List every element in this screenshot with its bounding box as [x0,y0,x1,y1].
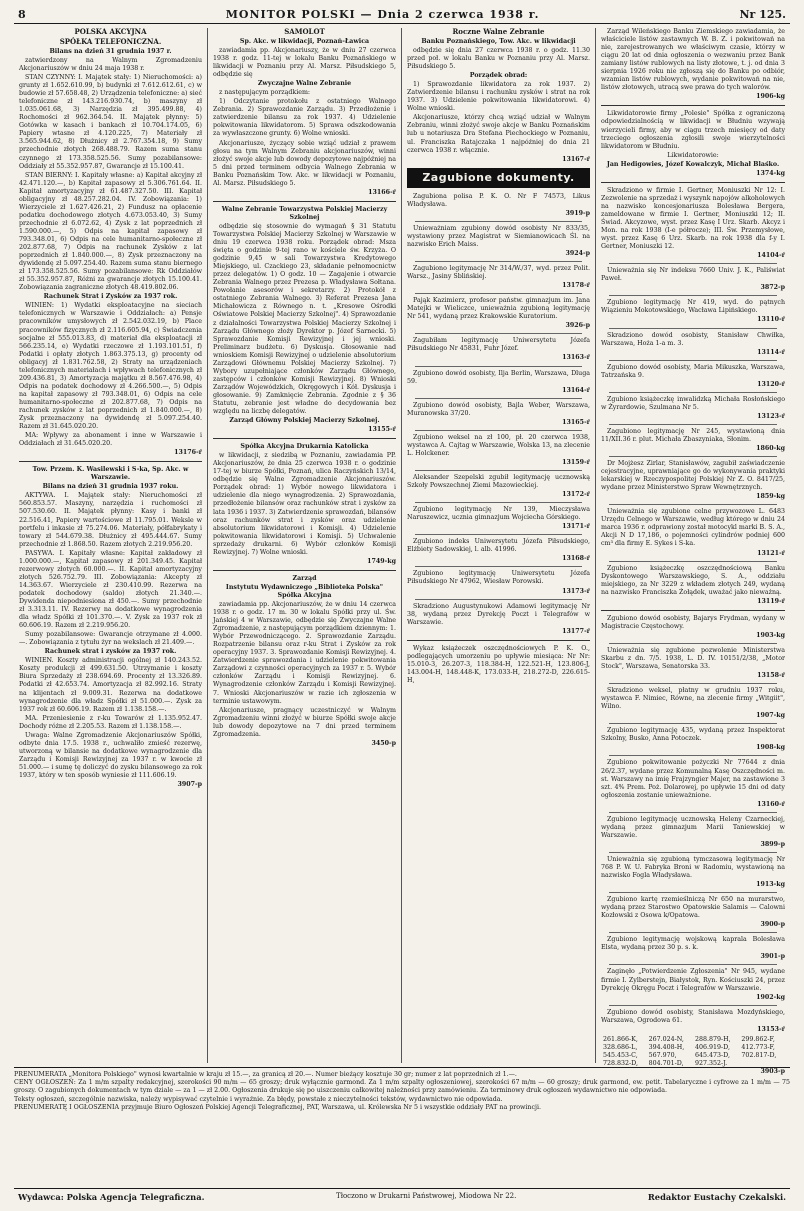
pasywa: PASYWA. I. Kapitały własne: Kapitał zakładowy zł 1.000.000.—, Kapitał zapasowy zł 201.349.45. Kapitał rezerwowy złotych 60.000.—. II. Kapitał amortyzacyjny złotych 526.752.79. III. Zobowiązania: Akcepty zł 14.363.67. Wierzyciele zł 230.410.99. Rezerwa na podatek dochodowy (saldo) złotych 21.340.—. Dywidenda niepodniesiona zł 450.—. Sumy przechodnie zł 3.313.11. IV. Rezerwy na dodatkowe wynagrodzenia dla władz Spółki zł 101.370.—. V. Zysk za 1937 rok zł 60.606.19. Razem zł 2.219.956.20. [19,549,202,630]
divider [609,892,777,893]
page-header [14,6,790,24]
section-banner: Zagubione dokumenty. [407,168,590,188]
stan-czynny: STAN CZYNNY: I. Majątek stały: 1) Nieruchomości: a) grunty zł 1.652.610.99, b) budynki zł 7.612.612.61, c) w budowie zł 57.658.48, 2) Urządzenia telefoniczne: a) sieć telefoniczne zł 143.216.930.74, b) maszyny zł 1.035.061.68, 3) Narzędzia zł 395.499.88, 4) Rochomości zł 962.364.54. II. Majątek płynny: 5) Gotówka w kasach i bankach zł 10.704.174.05, 6) Papiery wtasne zł 4.120.225, 7) Materiały zł 3.565.944.62, 8) Dłużnicy zł 2.767.354.18, 9) Sumy przechodnie złotych 268.488.79. Razem suma stanu czynnego zł 173.358.525.56. Sumy pozabilansowe: Oddziały zł 55.352.957.87, Gwarancje zł 15.100.41. [19,74,202,170]
divider [415,470,582,471]
bilans-title: Bilans na dzień 31 grudnia 1937 r. [49,47,172,55]
notice: Skradziono dowód osobisty, Stanisław Chwiłka, Warszawa, Hoża 1-a m. 3. [601,331,785,347]
ref-number: 13178-ŕ [562,282,590,290]
notice: Likwidatorowie firmy „Polesie" Spółka z ograniczoną odpowiedzialnością w likwidacji w Błudniu wzywają wierzycieli firmy, aby w ciągu trzech miesięcy od daty trzeciego ogłoszenia zgłosili swoje wierzytelności likwidatorom w Błudniu. [601,110,785,150]
stan-bierny: STAN BIERNY: I. Kapitały własne: a) Kapitał akcyjny zł 42.471.120.—, b) Kapitał zapasowy zł 5.306.761.64. II. Kapitał amortyzacyjny zł 61.487.327.50. III. Kapitał obligacyjny zł 48.257.282.04. IV. Zobowiązania: 1) Wierzyciele zł 1.627.426.21, 2) Fundusz na opłacenie podatku dochodowego złotych 4.673.053.40, 3) Sumy przechodnie zł 6.072.62, 4) Zysk z lat poprzednich zł 1.590.000.—, 5) Odpis na kapitał zapasowy zł 793.348.01, 6) Odpis na cele humanitarno-społeczne zł 202.877.68, 7) Odpis na rachunek Zysków z lat poprzednich zł 1.840.000.—, 8) Zysk przeznaczony na dywidendę zł 5.097.254.40. Razem suma stanu biernego zł 173.358.525.56. Sumy pozabilansowe: Rk Oddziałów zł 55.352.957.87, Różni za gwarancje złotych 15.100.41. Zobowiązania zagraniczne złotych 48.419.802.06. [19,171,202,292]
ref-number: 13110-ŕ [757,316,785,324]
table-cell: 299.862-F, [741,1035,775,1043]
ceny-ogloszen: CENY OGŁOSZEŃ: Za 1 m/m szpalty redakcyjnej, szerokości 90 m/m — 65 groszy; druk wyłącznie garmond. Za 1 m/m szpalty ogłoszeniowej, szerokości 67 m/m — 60 groszy; druk garmond, ew. petit. Tabelaryczne i cyfrowe za 1 m/m — 75 groszy. O zagubionych dokumentach w tym dziale — za 1 — zł 2.00. Ogłoszenia drukuje się po uiszczeniu całkowitej należności przy zamówieniu. Za terminowy druk ogłoszeń wydawnictwo nie odpowiada. [14,1079,790,1095]
ref-number: 1903-kg [756,631,785,639]
tow-signature: Zarząd Główny Polskiej Macierzy Szkolnej. [229,417,380,425]
notice: Zgubiono pokwitowanie pożyczki Nr 77644 z dnia 26/2.37, wydane przez Komunalną Kasę Oszczędności m. st. Warszawy na imię Frajzyngier Majer, na zastawione 3 szt. 4% Prem. Poż. Dolarowej, po upływie 15 dni od daty ogłoszenia zostanie unieważnione. [601,759,785,799]
likwidatorowie-label: Likwidatorowie: [667,151,719,159]
divider [415,293,582,294]
notice: Zgubiono legitymację wojskową kaprala Bolesława Elsta, wydaną przez 30 p. s. k. [601,936,785,952]
ref-number: 3919-p [565,209,590,217]
table-cell: 261.866-K, [603,1035,638,1043]
divider [609,1005,777,1006]
divider [601,182,785,183]
samolot-text: zawiadamia pp. Akcjonariuszy, że w dniu 27 czerwca 1938 r. godz. 11-tej w lokalu Banku Poznańskiego w likwidacji w Poznaniu przy Al. Marsz. Piłsudskiego 5, odbędzie się [213,47,396,79]
column-4 [596,28,790,1075]
ref-number: 3903-p [760,1067,785,1075]
notice: Zgubiono indeks Uniwersytetu Józefa Piłsudskiego, Elżbiety Sadowskiej, l. alb. 41996. [407,538,590,554]
notice: Unieważnia się Nr indeksu 7660 Univ. J. K., Paliświat Paweł. [601,267,785,283]
ref-number: 3924-p [565,250,590,258]
notice: Zgubiono legitymację ucznowską Heleny Czarneckiej, wydaną przez gimnazjum Marii Taniewskiej w Warszawie. [601,815,785,839]
ref-number: 1749-kg [367,557,396,565]
ref-number: 3900-p [760,921,785,929]
spolka-title: Spółka Akcyjna Drukarnia Katolicka [240,443,369,451]
notice: Zgubiono książeczkę oszczędnościową Banku Dyskontowego Warszawskiego, S. A., oddziału miejskiego, za Nr 3229 z wkładem złotych 249, wydaną na nazwisko Franciszka Żołądek, uważać jako nieważną. [601,564,785,596]
notice: Unieważnia się zgubione celne przywozowe L. 6483 Urzędu Celnego w Warszawie, według którego w dniu 24 marca 1936 r. odprawiony został motocykl marki B. S. A., Akcji N D 17,186, o pojemności cylindrów podniej 600 cm³ dla firmy E. Sykes i S-ka. [601,508,785,548]
divider [609,561,777,562]
company-title: POLSKA AKCYJNA [74,27,147,36]
divider [609,456,777,457]
divider [601,105,785,106]
pozabilansowe: Sumy pozabilansowe: Gwarancje otrzymane zł 4.000.—. Zobowiązania z tytułu żyr na wekslach zł 21.409.—. [19,631,202,647]
divider [213,201,396,202]
prenumerata: PRENUMERATA „Monitora Polskiego" wynosi kwartalnie w kraju zł 15.—, za granicą zł 20.—. Numer bieżący kosztuje 30 gr; numer z lat poprzednich zł 1.—. [14,1071,517,1078]
notice: Zgubiono legitymację 435, wydaną przez Inspektorat Szkolny, Busko, Anna Potoczek. [601,727,785,743]
straty-title: Rachunek Strat i Zysków za 1937 rok. [43,293,178,301]
likwidatorowie-names: Jan Hedigowies, Józef Kowalczyk, Michał Blaśko. [606,160,780,168]
ref-number: 13114-ŕ [757,348,785,356]
notice: Zgubiono weksel na zł 100, pł. 20 czerwca 1938, wystawca A. Cajtag w Warszawie, Wolska 13, na zlecenie L. Holckener. [407,433,590,457]
winien-b: WINIEN. Koszty administracji ogólnej zł 140.243.52. Koszty produkcji zł 499.631.50. Utrzymanie i koszty Biura Sprzedaży zł 238.694.69. Procenty zł 13.326.89. Podatki zł 42.653.74. Amortyzacja zł 82.992.16. Straty na klijentach zł 9.009.31. Rezerwa na dodatkowe wynagrodzenie dla władz Spółki zł 51.000.—. Zysk za 1937 rok zł 60.606.19. Razem zł 1.138.158.—. [19,657,202,713]
porzadek: Porządek obrad: [469,72,528,80]
notice: Zagubiona polisa P. K. O. Nr F 74573, Likus Władysława. [407,192,590,208]
ref-number: 3872-p [760,284,785,292]
straty-b-title: Rachunek strat i zysków za 1937 rok. [44,648,177,656]
notice: Zagubiono legitymację Nr 245, wystawioną dnia 11/XII.36 r. plut. Michała Zbaszyniaka, Słonim. [601,427,785,443]
roczne-subtitle: Banku Poznańskiego, Tow. Akc. w likwidacji [421,37,576,45]
table-cell: 645.473-D, [694,1051,730,1059]
notice: Pająk Kazimierz, profesor państw. gimnazjum im. Jana Matejki w Wieliczce, unieważnia zgubioną legitymację Nr 541, wydaną przez Krakowskie Kuratorium. [407,297,590,321]
notice: Skradziono weksel, płatny w grudniu 1937 roku, wystawca F. Nimiec, Równe, na zlecenie firmy „Witgiit", Wilno. [601,687,785,711]
notice: Zgubiono dowód osobisty, Maria Mikuszka, Warszawa, Tatrzańska 9. [601,363,785,379]
notice: Unieważnia się zgubione pozwolenie Ministerstwa Skarbu z dn. 7/5. 1938, L. D. IV. 10151/2/38, „Motor Stock", Warszawa, Senatorska 33. [601,646,785,671]
table-cell: 927.352-J. [694,1059,728,1067]
table-cell: 567.970, [648,1051,677,1059]
divider [609,263,777,264]
table-cell: 702.817-D, [741,1051,777,1059]
divider [609,964,777,965]
divider [415,566,582,567]
notice: Zaginęło „Potwierdzenie Zgłoszenia" Nr 945, wydane firmie I. Zylberstejn, Białystok, Ryn. Kościuszki 24, przez Dyrekcję Okręgu Poczt i Telegrafów w Warszawie. [601,968,785,992]
divider [609,852,777,853]
ref-number: 3899-p [760,840,785,848]
ref-number: 13165-ŕ [562,418,590,426]
spolka-text: w likwidacji, z siedzibą w Poznaniu, zawiadamia PP. Akcjonariuszów, że dnia 25 czerwca 1938 r. o godzinie 17-tej w biurze Spółki, Poznań, ulica Raczyńskich 13/14, odbędzie się Walne Zgromadzenie Akcjonariuszów. Porządek obrad: 1) Wybór nowego likwidatora i udzielenie dla niego wynagrodzenia. 2) Sprawozdania, przedłożenie bilansów oraz rachunków strat i zysków za lata 1936 i 1937. 3) Zatwierdzenie sprawozdań, bilansów oraz rachunków strat i zysków oraz udzielenie absolutorium likwidatorowi i Komisji. 4) Udzielenie pokwitowania likwidatorowi i Komisji. 5) Uchwalenie sprzedaży drukarni. 6) Wybór członków Komisji Rewizyjnej. 7) Wolne wnioski. [213,452,396,556]
uwaga: Uwaga: Walne Zgromadzenie Akcjonariuszów Spółki, odbyte dnia 17.5. 1938 r., uchwaliło zmieść rezerwę, utworzoną w bilansie na dodatkowe wynagrodzenie dla Zarządu i Komisji Rewizyjnej za 1937 r. w kwocie zł 51.000.— i sumę tę doliczyć do zysku bilansowego za rok 1937, który w ten sposób wyniesie zł 111.606.19. [19,731,202,779]
akcjonariusze: Akcjonariusze, którzy chcą wziąć udział w Walnym Zebraniu, winni złożyć swoje akcje w Banku Poznańskim lub u notariusza Dra Stefana Piechockiego w Poznaniu, ul. Franciszka Ratajczaka 1 najpóźniej do dnia 21 czerwca 1938 r. włącznie. [407,114,590,154]
ref-number: 13164-ŕ [562,386,590,394]
divider [609,360,777,361]
company-subtitle: SPÓŁKA TELEFONICZNA. [59,36,162,46]
table-cell: 804.701-D, [648,1059,684,1067]
divider [609,932,777,933]
divider [415,261,582,262]
divider [415,430,582,431]
ref-number: 13159-ŕ [562,458,590,466]
tow-text: odbędzie się stosownie do wymagań § 31 Statutu Towarzystwa Polskiej Macierzy Szkolnej w Warszawie w dniu 19 czerwca 1938 roku. Porządek obrad: Msza święta o godzinie 9-tej rano w kościele św. Krzyża. O godzinie 9,45 w sali Towarzystwa Kredytowego Miejskiego, ul. Czackiego 23, składanie pełnomocnictw przez delegatów. 1) O godz. 10 — Zagajenie i otwarcie Zebrania Walnego przez Prezesa p. Władysława Sołtana. Powołanie asesorów i sekretarzy. 2) Protokół z ostatniego Zebrania Walnego. 3) Referat Prezesa Jana Michałowicza z Równego n. t. „Kresowe Ośrodki Oświatowe Polskiej Macierzy Szkolnej". 4) Sprawozdanie z działalności Towarzystwa Polskiej Macierzy Szkolnej i Zarządu Głównego złoży Dyrektor p. Józef Sarnecki. 5) Sprawozdanie Komisji Rewizyjnej i jej wnioski. Preliminarz budżetu. 6) Dyskusja. Głosowanie nad wnioskiem Komisji Rewizyjnej o udzielenie absolutorium Zarządowi Głównemu Polskiej Macierzy Szkolnej. 7) Wybory uzupełniające członków Zarządu Głównego, zastępców i członków Komisji Rewizyjnej. 8) Wnioski Zarządów Wojewódzkich, Okręgowych i Kół. Dyskusja i głosowanie. 9) Zamknięcie Zebrania. Zgodnie z § 36 Statutu, zebranie jest władne do decydowania bez względu na liczbę delegatów. [213,222,396,416]
ma-b: MA. Przeniesienie z r-ku Towarów zł 1.135.952.47. Dochody różne zł 2.205.53. Razem zł 1.138.158.—. [19,714,202,730]
ref-number: 3926-p [565,322,590,330]
ref-number: 1859-kg [756,493,785,501]
divider [415,398,582,399]
ref-number: 13166-ŕ [368,188,396,196]
inst-text: zawiadamia pp. Akcjonariuszów, że w dniu 14 czerwca 1938 r. o godz. 17 m. 30 w lokalu Spółki przy ul. Św. Jańskiej 4 w Warszawie, odbędzie się Zwyczajne Walne Zgromadzenie, z następującym porządkiem dziennym: 1. Wybór Przewodniczącego. 2. Sprawozdanie Zarządu. Rozpatrzenie bilansu oraz r-ku Strat i Zysków za rok operacyjny 1937. 3. Sprawozdanie Komisji Rewizyjnej. 4. Zatwierdzenie sprawozdania i udzielenie pokwitowania Zarządowi z czynności operacyjnych za 1937 r. 5. Wybór członków Zarządu i Komisji Rewizyjnej. 6. Wynagrodzenie członków Zarządu i Komisji Rewizyjnej. 7. Wnioski Akcjonariuszów w razie ich zgłoszenia w terminie ustawowym. [213,601,396,705]
table-cell: 394.408-H, [648,1043,685,1051]
ref-number: 13172-ŕ [562,491,590,499]
company-b-title: Tow. Przem. K. Wasilewski i S-ka, Sp. Akc. w Warszawie. [32,466,189,482]
tow-title: Walne Zebranie Towarzystwa Polskiej Macierzy Szkolnej [221,205,388,221]
imprint-bar [14,1188,790,1202]
aktywa: AKTYWA. I. Majątek stały: Nieruchomości zł 560.853.57. Maszyny, narzędzia i ruchomości zł 507.530.60. II. Majątek płynny: Kasy i banki zł 22.516.41, Papiery wartościowe zł 11.795.01. Weksle w portfelu i inkasie zł 75.274.06. Materiały, półfabrykaty i towary zł 544.679.38. Dłużnicy zł 495.444.67. Sumy przechodnie zł 1.868.50. Razem złotych 2.219.956.20. [19,492,202,548]
printer: Tłoczono w Drukarni Państwowej, Miodowa Nr 22. [336,1192,517,1200]
divider [609,328,777,329]
agenda-items: 1) Sprawozdanie likwidatora za rok 1937. 2) Zatwierdzenie bilansu i rachunku zysków i strat na rok 1937. 3) Udzielenie pokwitowania likwidatorowi. 4) Wolne wnioski. [407,81,590,113]
ref-number: 3901-p [760,953,785,961]
ref-number: 13158-ŕ [757,672,785,680]
notice: Unieważnia się zgubioną tymczasową legitymację Nr 768 P. W. U. Fabryka Broni w Radomiu, wystawioną na nazwisko Fogla Władysława. [601,855,785,880]
winien: WINIEN: 1) Wydatki eksploatacyjne na sieciach telefonicznych w Warszawie i Oddziałach: a) Pensje pracowników umysłowych zł 2.542.032.19, b) Place pracowników fizycznych zł 2.116.605.94, c) Świadczenia socjalne zł 555.013.83, d) materiał dla eksploatacji zł 566.235.14, e) Wydatki rzeczowe zł 1.193.101.51, f) Podatki i opłaty złotych 1.863.375.13, g) procenty od obligacyj zł 1.831.762.58, 2) Straty na urządzeniach telefonicznych materiałach i wpływach telefonicznych zł 209.436.81, 3) Amortyzacja majątku zł 8.567.476.98, 4) Odpis na podatek dochodowy zł 4.266.500.—, 5) Odpis na kapitał zapasowy zł 793.348.01, 6) Odpis na cele humanitarno-społeczne zł 202.877.68, 7) Odpis na rachunek zysków z lat poprzednich zł 1.840.000.—, 8) Zysk przeznaczony na dywidendę zł 5.097.254.40. Razem zł 31.645.020.20. [19,302,202,431]
notice: Zgubiono legitymację Nr 139, Mieczysława Naruszewicz, ucznia gimnazjum Wojciecha Górskiego. [407,506,590,522]
notice: Zgubiono dowód osobisty, Bajla Weber, Warszawa, Muranowska 37/20. [407,401,590,417]
notice: Skradziono Augustynukowi Adamowi legitymację Nr 38, wydaną przez Dyrekcję Poczt i Telegrafów w Warszawie. [407,602,590,626]
zwyczajne-title: Zwyczajne Walne Zebranie [257,80,352,88]
bilans-b-title: Bilans na dzień 31 grudnia 1937 roku. [42,483,179,491]
notice: Zagubiono legitymację Nr 314/W./37, wyd. przez Polit. Warsz., Jasiny Sblińskiej. [407,265,590,281]
ref-number: 14104-ŕ [757,252,785,260]
column-3 [402,28,596,1063]
divider [19,461,202,462]
divider [415,366,582,367]
ref-number: 1907-kg [756,712,785,720]
notice: Unieważniam zgubiony dowód osobisty Nr 833/35, wystawiony przez Magistrat w Siemianowicach Śl. na nazwisko Erich Maiss. [407,224,590,248]
table-row [601,1052,785,1060]
divider [609,723,777,724]
porzadek: z następującym porządkiem: [219,89,311,97]
ref-number: 13120-ŕ [757,380,785,388]
divider [415,534,582,535]
publisher: Wydawca: Polska Agencja Telegraficzna. [18,1192,205,1202]
ref-number: 13119-ŕ [757,597,785,605]
table-cell: 545.453-C, [603,1051,638,1059]
akcjonariusze: Akcjonariusze, życzący sobie wziąć udział z prawem głosu na tym Walnym Zebraniu akcjonariuszów, winni złożyć swoje akcje lub dowody depozytowe najpóźniej na 5 dni przed terminem odbycia Walnego Zebrania w Banku Poznańskim Tow. Akc. w likwidacji w Poznaniu, Al. Marsz. Piłsudskiego 5. [213,139,396,187]
table-cell: 728.832-D, [603,1059,638,1067]
divider [415,333,582,334]
zarzad-label: Zarząd [292,574,317,582]
ref-number: 13173-ŕ [562,587,590,595]
divider [407,640,590,641]
notice: Zgubiono dowód osobisty, Ilja Berlin, Warszawa, Dluga 59. [407,369,590,385]
table-cell: 267.024-N, [648,1035,684,1043]
divider [213,570,396,571]
issue-number: Nr 125. [739,8,786,21]
teksty: Teksty ogłoszeń, szczególnie nazwiska, należy wypisywać czytelnie i wyraźnie. Za błędy, powstałe z nieczytelności tekstów, wydawnictwo nie odpowiada. [14,1095,503,1103]
ref-number: 3450-p [371,739,396,747]
table-cell: 328.686-L, [603,1043,638,1051]
page-title: MONITOR POLSKI — Dnia 2 czerwca 1938 r. [225,8,540,21]
divider [609,643,777,644]
wykaz: Wykaz książeczek oszczędnościowych P. K. O., podlegających umorzeniu po upływie miesiąca: Nr Nr: 15.010-3, 26.207-3, 118.384-H, 122.521-H, 123.806-J, 143.004-H, 148.448-K, 173.033-H, 218.272-D, 226.615-H, [407,644,590,684]
table-cell: 406.919-D, [694,1043,730,1051]
table-row [601,1036,785,1044]
footer-info [14,1067,790,1112]
notice: Zagubiłam legitymację Uniwersytetu Józefa Piłsudskiego Nr 45831, Fuhr Józef. [407,337,590,353]
ref-number: 1902-kg [756,993,785,1001]
bilans-intro: zatwierdzony na Walnym Zgromadzeniu Akcjonariuszów w dniu 24 maja 1938 r. [19,56,202,72]
notice: Skradziono w firmie I. Gertner, Moniuszki Nr 12: I. Zezwolenie na sprzedaż i wyszynk napojów alkoholowych na nazwisko koncesjonariusza Bolesława Bergera, zameldowane w firmie I. Gertner, Moniuszki 12; II. Świad. Akcyzowe, wyst. przez Kasę I Urz. Skarb. Akcyz i Mon. na rok 1938 (I-e półrocze); III. Św. Przemysłowe, wyst. przez Kasę 6 Urz. Skarb. na rok 1938 dla f-y I. Gertner, Moniuszki 12. [601,186,785,251]
wykaz-table [601,1036,785,1068]
notice: Zgubiono legitymację Nr 419, wyd. do pątnych Wiązieniu Mokotowskiego, Wacława Lipińskiego. [601,299,785,315]
ref-number: 1906-kg [756,93,785,101]
divider [415,221,582,222]
ref-number: 13168-ŕ [562,555,590,563]
column-1 [14,28,208,1063]
table-cell: 412.773-F, [741,1043,775,1051]
ma: MA: Wpływy za abonament i inne w Warszawie i Oddziałach zł 31.645.020.20. [19,432,202,448]
ref-number: 1913-kg [756,881,785,889]
roczne-title: Roczne Walne Zebranie [452,27,545,36]
ref-number: 13121-ŕ [757,549,785,557]
notice: Zgubiono kartę rzemieślniczą Nr 650 na murarstwo, wydaną przez Starostwo Opatowskie Salamis — Calowni Kozłowski z Osowa k/Opatowa. [601,896,785,920]
samolot-subtitle: Sp. Akc. w likwidacji, Poznań-Ławica [239,37,370,45]
page-number: 8 [18,8,26,21]
ref-number: 1908-kg [756,744,785,752]
samolot-title: SAMOLOT [284,27,325,36]
inst-tail: Akcjonariusze, pragnący uczestniczyć w Walnym Zgromadzeniu winni złożyć w biurze Spółki swoje akcje lub dowody depozytowe na 7 dni przed terminem Zgromadzenia. [213,706,396,738]
notice: Aleksander Szepelski zgubił legitymację ucznowską Szkoły Powszechnej Ziemi Mazowieckiej. [407,474,590,490]
notice: Zgubiono legitymację Uniwersytetu Józefa Piłsudskiego Nr 47962, Wiesław Porowski. [407,570,590,586]
agenda-items: 1) Odczytanie protokołu z ostatniego Walnego Zebrania. 2) Sprawozdanie Zarządu. 3) Przedłożenie i zatwierdzenie bilansu za rok 1937. 4) Udzielenie pokwitowania likwidatorom. 5) Sprawa odszkodowania za wywłaszczone grunty. 6) Wolne wnioski. [213,98,396,138]
notice: Zgubiono dowód osobisty, Stanisława Mozdyńskiego, Warszawa, Ogrodowa 61. [601,1008,785,1024]
roczne-text: odbędzie się dnia 27 czerwca 1938 r. o godz. 11.30 przed poł. w lokalu Banku w Poznaniu przy Al. Marsz. Piłsudskiego 5. [407,47,590,71]
divider [609,812,777,813]
ref-number: 13171-ŕ [562,523,590,531]
divider [213,438,396,439]
ref-number: 13155-ŕ [368,426,396,434]
prenumerate: PRENUMERATĘ I OGŁOSZENIA przyjmuje Biuro Ogłoszeń Polskiej Agencji Telegraficznej, PAT, Warszawa, ul. Królewska Nr 5 i wszystkie oddziały PAT na prowincji. [14,1103,541,1111]
divider [415,502,582,503]
table-row [601,1044,785,1052]
ref-number: 13176-ŕ [174,449,202,457]
editor: Redaktor Eustachy Czekalski. [647,1192,786,1202]
notice: Zgubiono książeczkę inwalidzką Michała Rosłońskiego w Żyrardowie, Szulmana Nr 5. [601,395,785,411]
divider [609,755,777,756]
divider [609,295,777,296]
table-cell: 288.879-H, [694,1035,731,1043]
notice: Zarząd Wileńskiego Banku Ziemskiego zawiadamia, że właściciele listów zastawnych W. B. Z. i pokwitowań na nie, zarejestrowanych we właściwym czasie, którzy w ciągu 20 lat od dnia ogłoszenia o wezwaniu przez Bank zamiany listów rublowych na listy złotowe, t. j. od dnia 3 sierpnia 1926 roku nie zgłoszą się do Banku po odbiór, wzamian listów rublowych, wydanie pokwitowań na nie, listów złotowych, utracą swe prawa do tych walorów. [601,28,785,92]
ref-number: 13123-ŕ [757,412,785,420]
divider [601,610,785,611]
divider [609,683,777,684]
notice: Dr Mojżesz Zirlar, Stanisławów, zagubił zaświadczenie cejestracyjne, uprawniające go do wykonywania praktyki lekarskiej w Rzeczypospolitej Polskiej Nr Z. O. 8417/25, wydane przez Ministerstwo Spraw Wewnętrznych. [601,460,785,492]
divider [415,599,582,600]
ref-number: 3907-p [177,781,202,789]
ref-number: 13167-ŕ [562,155,590,163]
divider [609,504,777,505]
ref-number: 13160-ŕ [757,800,785,808]
divider [609,424,777,425]
ref-number: 1860-kg [756,445,785,453]
ref-number: 13153-ŕ [757,1025,785,1033]
ref-number: 13177-ŕ [562,627,590,635]
inst-title: Instytutu Wydawniczego „Biblioteka Polska" Spółka Akcyjna [225,583,384,599]
ref-number: 1374-kg [756,169,785,177]
column-2 [208,28,402,1063]
notice: Zgubiono dowód osobisty, Bajarys Frydman, wydany w Magistracie Częstochowy. [601,614,785,630]
ref-number: 13163-ŕ [562,354,590,362]
divider [609,392,777,393]
